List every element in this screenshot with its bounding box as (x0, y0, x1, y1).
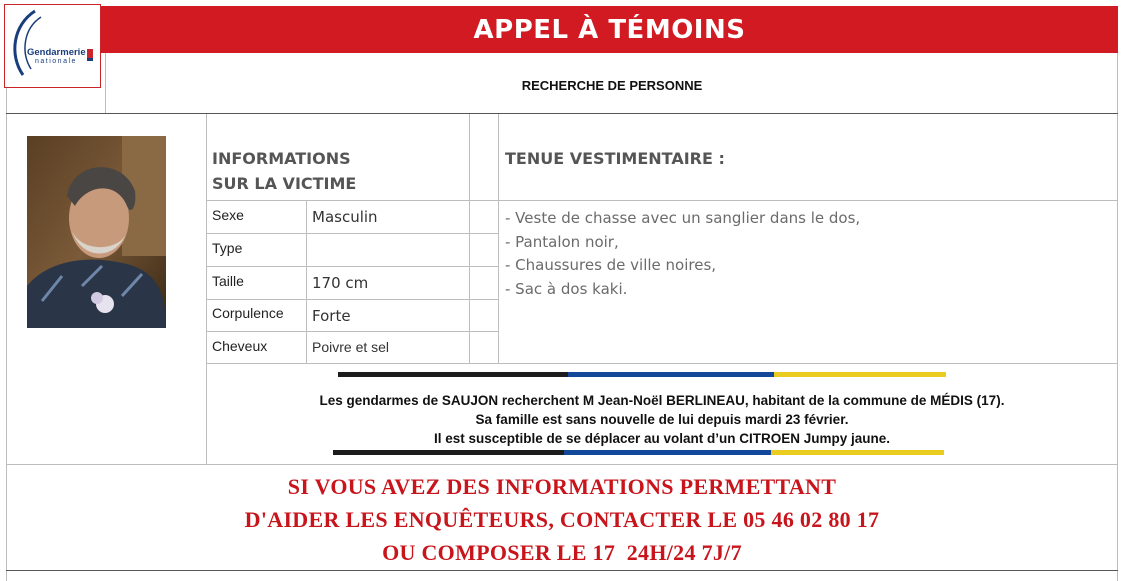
grid-row-line-5 (206, 363, 1118, 364)
grid-row-line-3 (206, 299, 498, 300)
notice-line-2: Sa famille est sans nouvelle de lui depuis mardi 23 février. (475, 412, 849, 427)
grid-row-line-2 (206, 266, 498, 267)
notice-bottom-rule (6, 464, 1118, 465)
clothing-item: - Veste de chasse avec un sanglier dans le dos, (505, 209, 861, 227)
gendarmerie-logo (4, 4, 101, 88)
row-label-taille: Taille (212, 273, 244, 289)
grid-col-c (498, 114, 499, 363)
clothing-item: - Chaussures de ville noires, (505, 256, 717, 274)
grid-col-label-divider (306, 201, 307, 363)
call-to-action (6, 470, 1118, 569)
cta-line-1: SI VOUS AVEZ DES INFORMATIONS PERMETTANT (287, 474, 837, 499)
clothing-list (505, 207, 860, 301)
row-value-sexe: Masculin (312, 208, 378, 226)
grid-row-line-4 (206, 331, 498, 332)
cta-line-2: D'AIDER LES ENQUÊTEURS, CONTACTER LE 05 46 02 80 17 (244, 507, 880, 532)
clothing-item: - Pantalon noir, (505, 232, 619, 251)
grid-row-line-0 (206, 200, 1118, 201)
row-value-taille: 170 cm (312, 274, 369, 292)
grid-row-line-1 (206, 233, 498, 234)
row-label-type: Type (212, 240, 243, 256)
row-label-cheveux: Cheveux (212, 338, 268, 354)
cta-line-3: OU COMPOSER LE 17 24H/24 7J/7 (382, 540, 742, 565)
row-value-cheveux: Poivre et sel (312, 339, 390, 355)
victim-info-heading-line1: INFORMATIONS (212, 149, 351, 168)
notice-text (206, 391, 1118, 448)
row-value-corpulence: Forte (312, 307, 351, 325)
tricolor-stripe-top (338, 372, 946, 377)
notice-line-1: Les gendarmes de SAUJON recherchent M Jean-Noël BERLINEAU, habitant de la commune de MÉDIS (17). (319, 393, 1005, 408)
tricolor-stripe-bottom (333, 450, 944, 455)
row-label-sexe: Sexe (212, 207, 244, 223)
victim-photo (27, 136, 166, 328)
row-label-corpulence: Corpulence (212, 305, 284, 321)
page-title: APPEL À TÉMOINS (101, 6, 1118, 53)
clothing-item: - Sac à dos kaki. (505, 279, 628, 298)
victim-info-heading-line2: SUR LA VICTIME (212, 174, 357, 193)
grid-col-b (469, 114, 470, 363)
logo-text-gendarmerie: Gendarmerie (27, 47, 86, 58)
header-bottom-rule (6, 113, 1118, 114)
page-subtitle: RECHERCHE DE PERSONNE (521, 78, 703, 93)
clothing-heading: TENUE VESTIMENTAIRE : (505, 149, 725, 168)
victim-info-heading (212, 146, 356, 196)
gendarmerie-emblem-icon (5, 5, 100, 87)
bottom-rule (6, 570, 1118, 571)
notice-line-3: Il est susceptible de se déplacer au volant d’un CITROEN Jumpy jaune. (433, 431, 891, 446)
logo-text-nationale: nationale (35, 58, 77, 65)
